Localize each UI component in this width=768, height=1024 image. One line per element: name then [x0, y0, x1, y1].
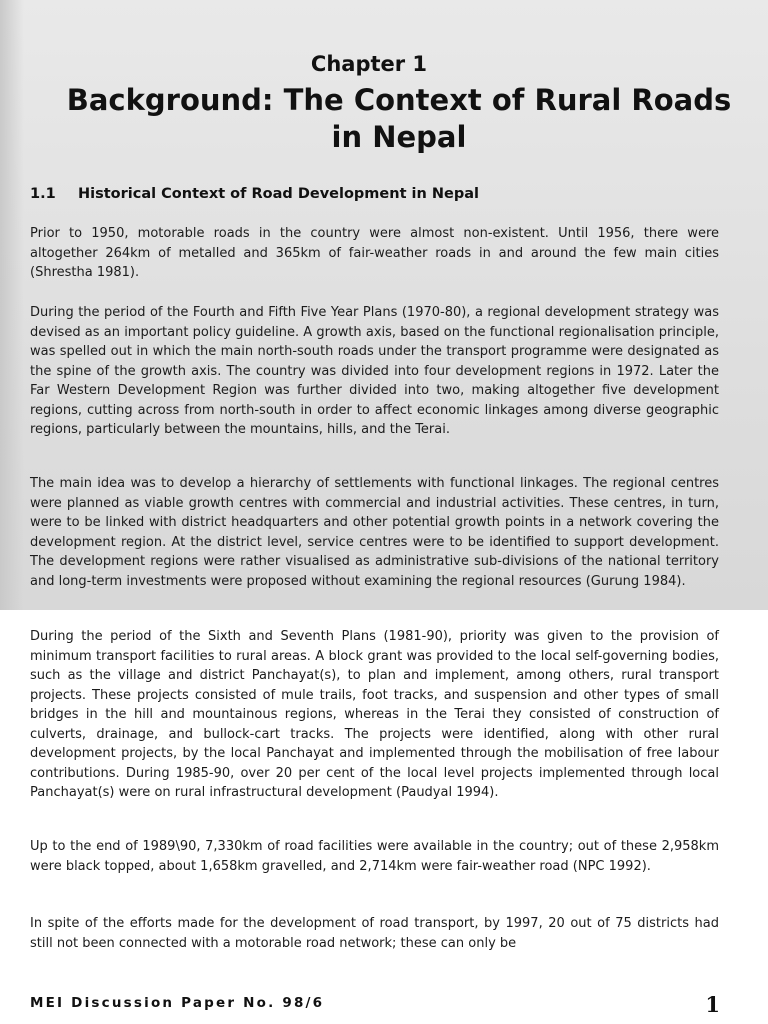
section-title: Historical Context of Road Development in Nepal — [78, 186, 479, 202]
paragraph: Up to the end of 1989\90, 7,330km of road facilities were available in the country; out of these 2,958km were black topped, about 1,658km gravelled, and 2,714km were fair-weather road (NPC 1992). — [30, 839, 719, 874]
paragraph: Prior to 1950, motorable roads in the country were almost non-existent. Until 1956, there were altogether 264km of metalled and 365km of fair-weather roads in and around the few main cities (Shrestha 1981). — [30, 226, 719, 280]
paragraph: During the period of the Sixth and Seventh Plans (1981-90), priority was given to the provision of minimum transport facilities to rural areas. A block grant was provided to the local self-governing bodies, such as the village and district Panchayat(s), to plan and implement, among others, rural transport projects. These projects consisted of mule trails, foot tracks, and suspension and other types of small bridges in the hill and mountainous regions, whereas in the Terai they consisted of construction of culverts, drainage, and bullock-cart tracks. The projects were identified, along with other rural development projects, by the local Panchayat and implemented through the mobilisation of free labour contributions. During 1985-90, over 20 per cent of the local level projects implemented through local Panchayat(s) were on rural infrastructural development (Paudyal 1994). — [30, 629, 719, 800]
section-heading — [30, 186, 730, 202]
paragraph: The main idea was to develop a hierarchy of settlements with functional linkages. The regional centres were planned as viable growth centres with commercial and industrial activities. These centres, in turn, were to be linked with district headquarters and other potential growth points in a network covering the development region. At the district level, service centres were to be identified to support development. The development regions were rather visualised as administrative sub-divisions of the national territory and long-term investments were proposed without examining the regional resources (Gurung 1984). — [30, 476, 719, 589]
footer-series-label: MEI Discussion Paper No. 98/6 — [30, 995, 325, 1011]
paragraph: During the period of the Fourth and Fifth Five Year Plans (1970-80), a regional development strategy was devised as an important policy guideline. A growth axis, based on the functional regionalisation principle, was spelled out in which the main north-south roads under the transport programme were designated as the spine of the growth axis. The country was divided into four development regions in 1972. Later the Far Western Development Region was further divided into two, making altogether five development regions, cutting across from north-south in order to affect economic linkages among diverse geographic regions, particularly between the mountains, hills, and the Terai. — [30, 305, 719, 437]
section-number: 1.1 — [30, 186, 56, 202]
chapter-title: Background: The Context of Rural Roads in Nepal — [66, 83, 732, 154]
paragraph: In spite of the efforts made for the development of road transport, by 1997, 20 out of 75 districts had still not been connected with a motorable road network; these can only be — [30, 916, 719, 951]
page-number: 1 — [705, 992, 720, 1017]
chapter-label: Chapter 1 — [310, 52, 428, 76]
